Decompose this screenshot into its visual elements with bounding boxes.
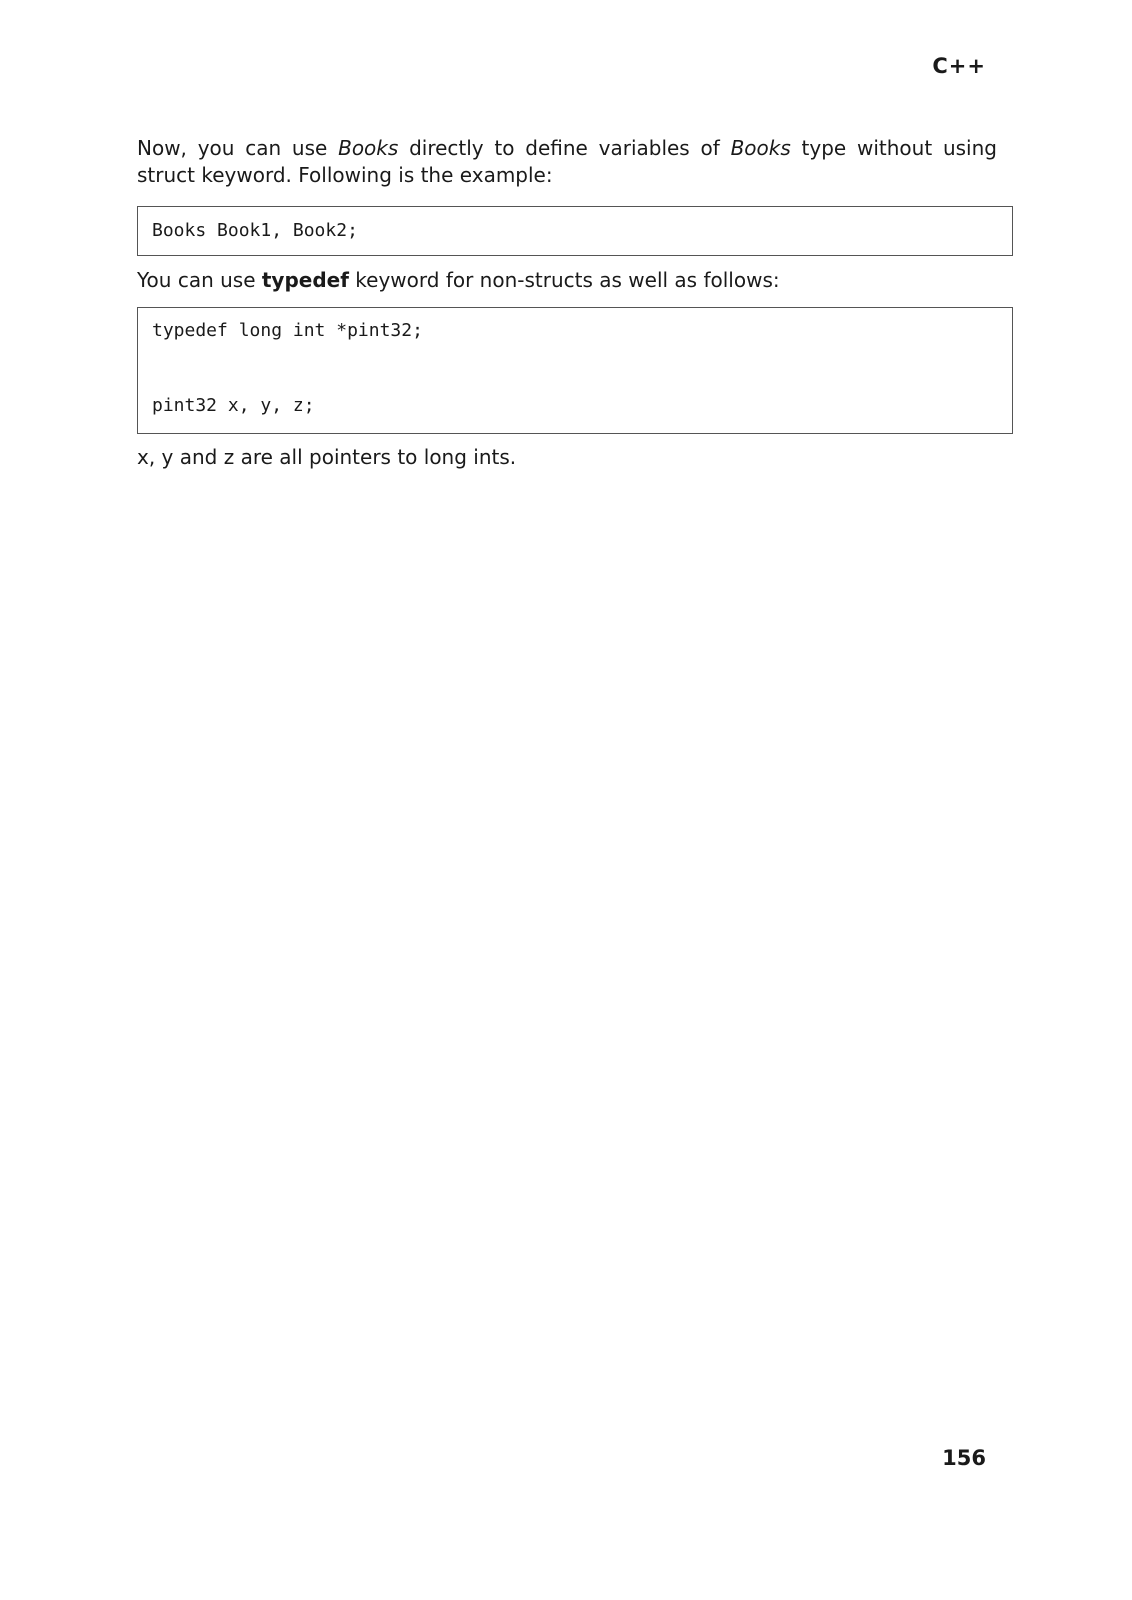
running-header-title: C++ (932, 54, 986, 78)
paragraph-text: You can use (137, 268, 262, 292)
paragraph-text: directly to define variables of (398, 136, 731, 160)
paragraph-pointer-explanation: x, y and z are all pointers to long ints. (137, 445, 517, 469)
paragraph-text: keyword for non-structs as well as follows: (348, 268, 780, 292)
code-line: typedef long int *pint32; (152, 320, 423, 341)
code-line: pint32 x, y, z; (152, 395, 315, 416)
page-number: 156 (942, 1446, 986, 1470)
paragraph-books-typedef-usage (137, 135, 997, 189)
bold-keyword: typedef (261, 268, 349, 292)
code-line: Books Book1, Book2; (152, 220, 358, 241)
paragraph-text: type without using struct keyword. Following is the example: (137, 136, 997, 187)
code-block-pint32-typedef (137, 307, 1013, 434)
italic-term: Books (338, 136, 399, 160)
italic-term: Books (730, 136, 791, 160)
paragraph-text: Now, you can use (137, 136, 339, 160)
paragraph-typedef-non-structs (137, 267, 997, 294)
code-block-books-declaration (137, 206, 1013, 256)
page-content (137, 135, 997, 471)
